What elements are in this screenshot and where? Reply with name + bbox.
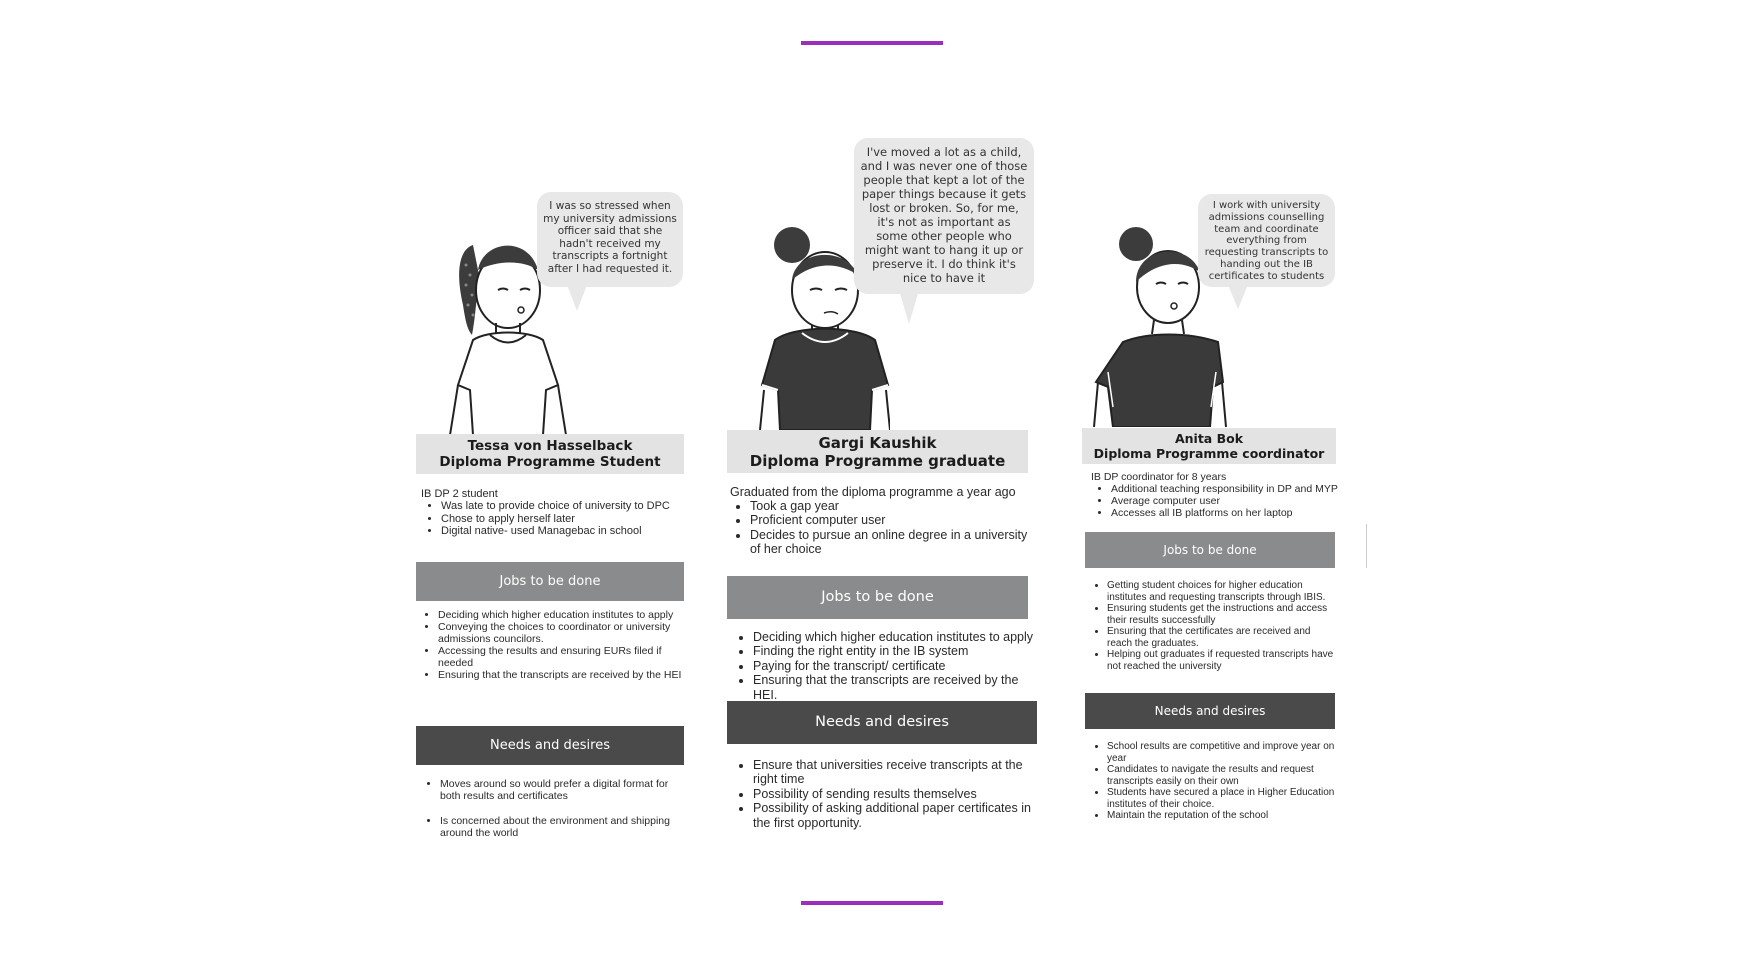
list-item: • Ensuring that the transcripts are received by the HEI. (753, 673, 1038, 702)
intro-list (1091, 483, 1341, 519)
needs-list (733, 758, 1033, 830)
intro-text: IB DP coordinator for 8 years (1091, 471, 1227, 483)
persona-name: Anita Bok (1174, 431, 1244, 446)
intro-block (421, 488, 683, 538)
list-item: • Deciding which higher education institutes to apply (753, 630, 1038, 644)
list-item: • Additional teaching responsibility in DP and MYP (1111, 483, 1341, 495)
top-accent-line (801, 41, 943, 45)
intro-text: IB DP 2 student (421, 488, 498, 500)
quote-text: I was so stressed when my university admissions officer said that she hadn't received my transcripts a fortnight after I had requested it. (543, 200, 677, 275)
quote-text: I work with university admissions counselling team and coordinate everything from requesting transcripts to handing out the IB certificates to students (1204, 200, 1329, 282)
list-item: • Possibility of sending results themselves (753, 787, 1033, 801)
list-item: • Ensuring that the transcripts are received by the HEI (438, 669, 682, 681)
bottom-accent-line (801, 901, 943, 905)
list-item: • Deciding which higher education institutes to apply (438, 609, 682, 621)
list-item: • Paying for the transcript/ certificate (753, 659, 1038, 673)
jobs-list (418, 609, 682, 681)
persona-name: Gargi Kaushik (818, 434, 937, 452)
needs-list (1087, 741, 1335, 822)
quote-text: I've moved a lot as a child, and I was never one of those people that kept a lot of the paper things because it gets lost or broken. So, for me, it's not as important as some other people who might want to hang it up or preserve it. I do think it's nice to have it (860, 145, 1028, 286)
name-bar (1082, 428, 1336, 464)
needs-header: Needs and desires (416, 726, 684, 765)
list-item: • Ensure that universities receive transcripts at the right time (753, 758, 1033, 787)
intro-block (1091, 471, 1341, 519)
list-item: • Accesses all IB platforms on her laptop (1111, 507, 1341, 519)
bubble-tail (1228, 285, 1248, 309)
list-item: • Digital native- used Managebac in school (441, 525, 683, 538)
name-bar (416, 434, 684, 474)
persona-role: Diploma Programme coordinator (1093, 446, 1325, 461)
list-item: • Ensuring students get the instructions and access their results successfully (1107, 603, 1335, 626)
intro-list (421, 500, 683, 538)
list-item: • School results are competitive and improve year on year (1107, 741, 1335, 764)
list-item: • Proficient computer user (750, 513, 1030, 527)
persona-name: Tessa von Hasselback (467, 438, 633, 454)
list-item: • Ensuring that the certificates are received and reach the graduates. (1107, 626, 1335, 649)
list-item: • Took a gap year (750, 499, 1030, 513)
quote-bubble (854, 138, 1034, 294)
list-item: • Decides to pursue an online degree in a university of her choice (750, 528, 1030, 557)
intro-text: Graduated from the diploma programme a year ago (730, 485, 1016, 499)
jobs-list (733, 630, 1038, 702)
quote-bubble (1198, 194, 1335, 287)
list-item: • Finding the right entity in the IB system (753, 644, 1038, 658)
quote-bubble (537, 192, 683, 287)
needs-header: Needs and desires (727, 701, 1037, 744)
needs-list (420, 778, 682, 839)
list-item: • Moves around so would prefer a digital format for both results and certificates (440, 778, 682, 802)
list-item: • Chose to apply herself later (441, 513, 683, 526)
bubble-tail (567, 285, 587, 311)
list-item: • Candidates to navigate the results and request transcripts easily on their own (1107, 764, 1335, 787)
persona-role: Diploma Programme Student (439, 454, 661, 471)
divider-line (1366, 524, 1367, 568)
intro-block (730, 485, 1030, 557)
list-item: • Was late to provide choice of university to DPC (441, 500, 683, 513)
bubble-tail (899, 290, 919, 324)
jobs-header: Jobs to be done (416, 562, 684, 601)
persona-role: Diploma Programme graduate (749, 452, 1006, 470)
list-item: • Possibility of asking additional paper certificates in the first opportunity. (753, 801, 1033, 830)
list-item: • Accessing the results and ensuring EURs filed if needed (438, 645, 682, 669)
needs-header: Needs and desires (1085, 693, 1335, 729)
list-item: • Students have secured a place in Higher Education institutes of their choice. (1107, 787, 1335, 810)
list-item: • Conveying the choices to coordinator or university admissions councilors. (438, 621, 682, 645)
intro-list (730, 499, 1030, 557)
list-item: • Helping out graduates if requested transcripts have not reached the university (1107, 649, 1335, 672)
list-item: • Average computer user (1111, 495, 1341, 507)
name-bar (727, 430, 1028, 473)
jobs-header: Jobs to be done (1085, 532, 1335, 568)
list-item: • Is concerned about the environment and shipping around the world (440, 815, 682, 839)
jobs-list (1087, 580, 1335, 672)
list-item: • Getting student choices for higher education institutes and requesting transcripts through IBIS. (1107, 580, 1335, 603)
jobs-header: Jobs to be done (727, 576, 1028, 619)
list-item: • Maintain the reputation of the school (1107, 810, 1335, 822)
